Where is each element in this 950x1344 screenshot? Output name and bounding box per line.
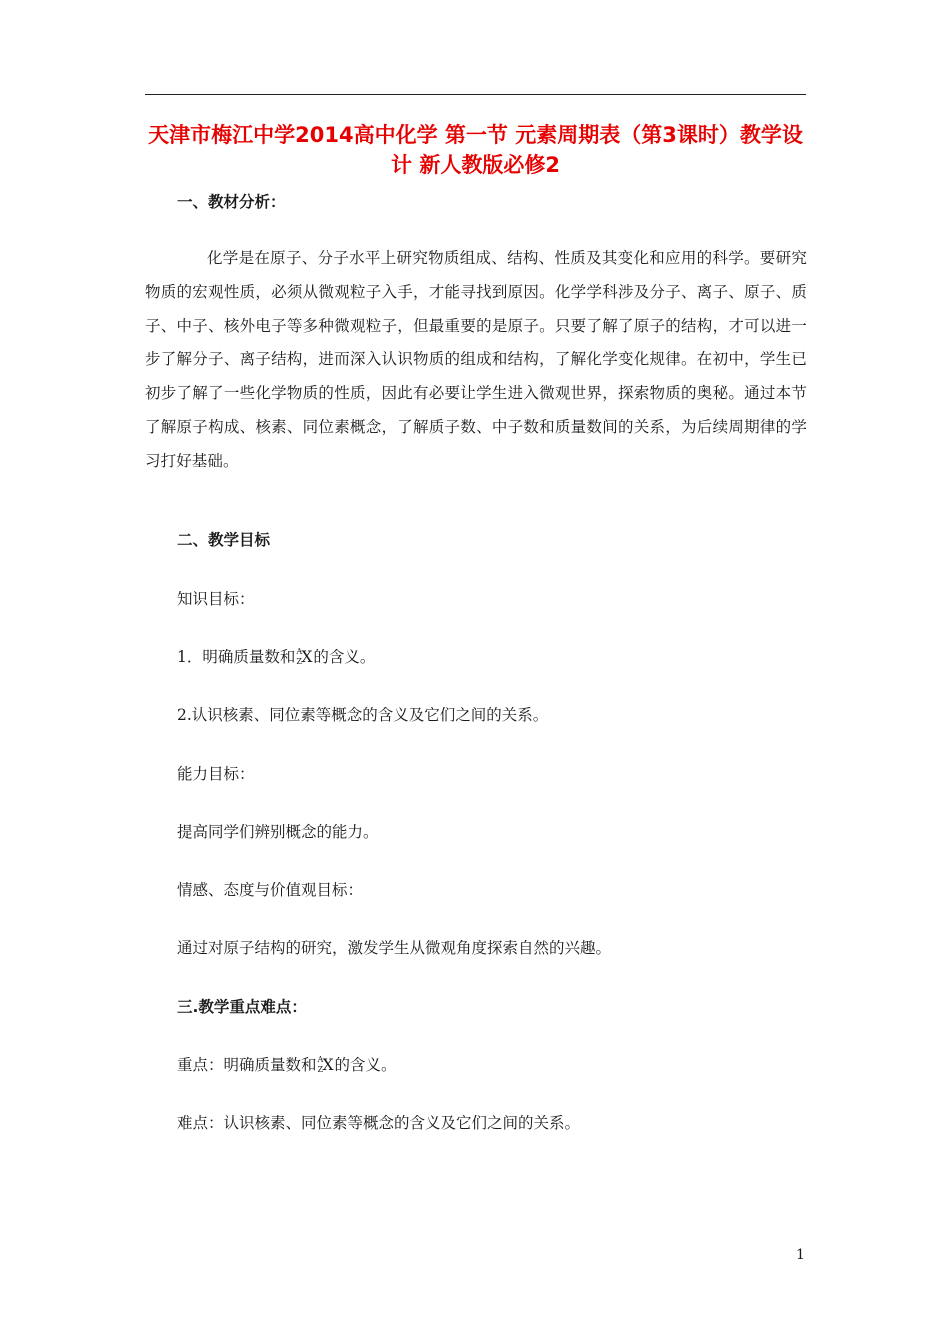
nuclide-atomic-number: Z — [317, 1065, 324, 1074]
document-title: 天津市梅江中学2014高中化学 第一节 元素周期表（第3课时）教学设计 新人教版必修2 — [148, 123, 803, 177]
attitude-objective-text: 通过对原子结构的研究，激发学生从微观角度探索自然的兴趣。 — [177, 939, 612, 957]
header-rule — [145, 94, 806, 95]
section-heading-keypoints: 三.教学重点难点： — [177, 998, 307, 1016]
ability-objective-text: 提高同学们辨别概念的能力。 — [177, 823, 379, 841]
focus-point-suffix: 的含义。 — [334, 1056, 397, 1074]
nuclide-symbol: X — [322, 1056, 334, 1074]
analysis-paragraph: 化学是在原子、分子水平上研究物质组成、结构、性质及其变化和应用的科学。要研究物质的宏观性质，必须从微观粒子入手，才能寻找到原因。化学学科涉及分子、离子、原子、质子、中子、核外电子等多种微观粒子，但最重要的是原子。只要了解了原子的结构，才可以进一步了解分子、离子结构，进而深入认识物质的组成和结构，了解化学变化规律。在初中，学生已初步了解了一些化学物质的性质，因此有必要让学生进入微观世界，探索物质的奥秘。通过本节了解原子构成、核素、同位素概念，了解质子数、中子数和质量数间的关系，为后续周期律的学习打好基础。 — [145, 249, 807, 470]
nuclide-mass-number: A — [317, 1055, 324, 1064]
section-heading-objectives: 二、教学目标 — [177, 531, 271, 549]
knowledge-item-1-suffix: 的含义。 — [313, 648, 376, 666]
knowledge-item-1 — [177, 647, 375, 667]
nuclide-notation — [295, 647, 313, 667]
focus-point — [177, 1055, 397, 1075]
section-heading-analysis: 一、教材分析： — [177, 193, 286, 211]
nuclide-symbol: X — [301, 648, 313, 666]
page-number: 1 — [796, 1247, 805, 1263]
difficulty-point: 难点：认识核素、同位素等概念的含义及它们之间的关系。 — [177, 1114, 581, 1132]
knowledge-item-2: 2.认识核素、同位素等概念的含义及它们之间的关系。 — [177, 706, 549, 724]
knowledge-item-1-prefix: 1．明确质量数和 — [177, 648, 296, 666]
nuclide-notation-focus — [317, 1055, 335, 1075]
nuclide-atomic-number: Z — [296, 657, 302, 666]
ability-objective-label: 能力目标： — [177, 765, 255, 783]
knowledge-objective-label: 知识目标： — [177, 590, 255, 608]
nuclide-mass-number: A — [296, 647, 303, 656]
focus-point-prefix: 重点：明确质量数和 — [177, 1056, 317, 1074]
attitude-objective-label: 情感、态度与价值观目标： — [177, 881, 364, 899]
